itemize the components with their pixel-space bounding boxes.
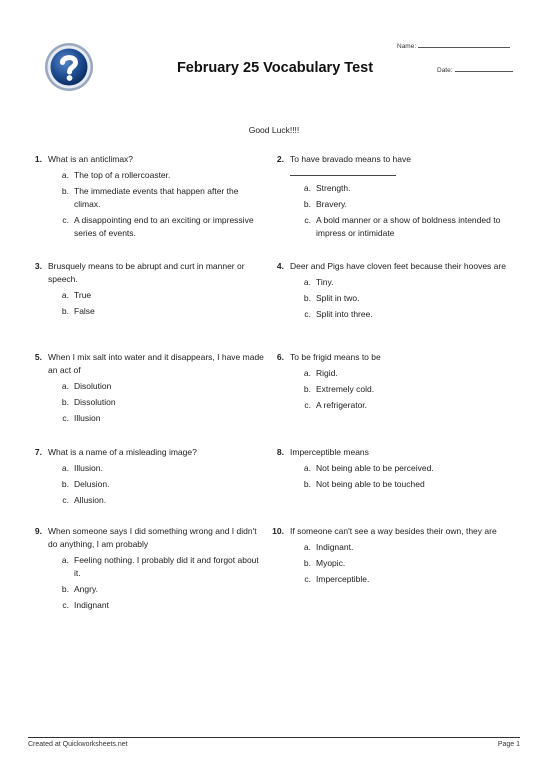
option-letter: c. <box>62 600 69 610</box>
option-letter: b. <box>303 558 311 568</box>
page-title: February 25 Vocabulary Test <box>176 60 374 76</box>
question-5 <box>28 351 268 425</box>
option[interactable] <box>303 198 510 211</box>
question-number: 4. <box>276 261 284 271</box>
option-letter: a. <box>61 463 69 473</box>
option-text: A bold manner or a show of boldness intended to impress or intimidate <box>316 215 501 238</box>
subtitle: Good Luck!!!! <box>248 125 300 135</box>
question-number: 3. <box>34 261 42 271</box>
question-stem: To have bravado means to have <box>290 154 411 164</box>
option-letter: a. <box>303 542 311 552</box>
question-4 <box>270 260 510 321</box>
option-letter: c. <box>62 215 69 225</box>
question-number: 10. <box>272 526 284 536</box>
option-text: Strength. <box>316 183 351 193</box>
option-text: Illusion <box>74 413 101 423</box>
option-text: A refrigerator. <box>316 400 368 410</box>
question-stem: What is a name of a misleading image? <box>48 447 197 457</box>
question-9 <box>28 525 263 612</box>
option[interactable] <box>61 169 258 182</box>
question-number: 1. <box>34 154 42 164</box>
option-text: Dissolution <box>74 397 116 407</box>
option-text: Bravery. <box>316 199 348 209</box>
name-line[interactable] <box>418 41 510 48</box>
date-line[interactable] <box>455 65 513 72</box>
question-10 <box>270 525 510 586</box>
option-text: Feeling nothing. I probably did it and forgot about it. <box>74 555 259 578</box>
option-letter: c. <box>304 400 311 410</box>
question-stem: Imperceptible means <box>290 447 369 457</box>
question-stem: Deer and Pigs have cloven feet because their hooves are <box>290 261 506 271</box>
option-letter: b. <box>303 199 311 209</box>
option-letter: b. <box>303 293 311 303</box>
option-letter: c. <box>62 495 69 505</box>
option-letter: b. <box>61 584 69 594</box>
date-label: Date: <box>437 67 453 74</box>
option[interactable] <box>62 599 263 612</box>
question-stem: What is an anticlimax? <box>48 154 134 164</box>
question-1 <box>28 153 258 240</box>
option[interactable] <box>61 554 263 580</box>
option[interactable] <box>61 583 263 596</box>
option-letter: b. <box>61 479 69 489</box>
question-stem: If someone can't see a way besides their own, they are <box>290 526 497 536</box>
option[interactable] <box>62 214 258 240</box>
option-letter: a. <box>61 170 69 180</box>
question-number: 9. <box>34 526 42 536</box>
option-letter: a. <box>61 290 69 300</box>
option[interactable] <box>303 182 510 195</box>
option-text: Tiny. <box>316 277 334 287</box>
option[interactable] <box>303 367 510 380</box>
question-stem: When I mix salt into water and it disappears, I have made an act of <box>48 352 264 375</box>
question-stem: When someone says I did something wrong and I didn't do anything, I am probably <box>48 526 257 549</box>
answer-blank[interactable] <box>290 166 510 179</box>
footer-credit: Created at Quickworksheets.net <box>28 741 128 748</box>
question-number: 6. <box>276 352 284 362</box>
option[interactable] <box>61 305 258 318</box>
question-7 <box>28 446 268 507</box>
question-number: 8. <box>276 447 284 457</box>
option[interactable] <box>303 557 510 570</box>
option-letter: a. <box>303 277 311 287</box>
option[interactable] <box>61 289 258 302</box>
option-text: A disappointing end to an exciting or impressive series of events. <box>74 215 254 238</box>
option-text: Illusion. <box>74 463 103 473</box>
question-number: 5. <box>34 352 42 362</box>
option[interactable] <box>303 276 510 289</box>
option-text: Myopic. <box>316 558 346 568</box>
option-text: Delusion. <box>74 479 110 489</box>
option[interactable] <box>62 494 268 507</box>
option-text: Not being able to be perceived. <box>316 463 434 473</box>
option[interactable] <box>61 396 268 409</box>
option-letter: c. <box>304 309 311 319</box>
question-2 <box>270 153 510 240</box>
option-letter: a. <box>61 555 69 565</box>
question-6 <box>270 351 510 412</box>
date-field[interactable] <box>437 65 513 74</box>
option-text: The top of a rollercoaster. <box>74 170 171 180</box>
option-text: Indignant <box>74 600 109 610</box>
question-stem: To be frigid means to be <box>290 352 381 362</box>
option-letter: b. <box>61 186 69 196</box>
option[interactable] <box>303 292 510 305</box>
option-text: Split in two. <box>316 293 360 303</box>
question-number: 2. <box>276 154 284 164</box>
question-stem: Brusquely means to be abrupt and curt in manner or speech. <box>48 261 245 284</box>
name-field[interactable] <box>397 41 510 50</box>
option-letter: a. <box>61 381 69 391</box>
option[interactable] <box>303 383 510 396</box>
page-number: Page 1 <box>497 741 520 748</box>
option[interactable] <box>61 478 268 491</box>
option[interactable] <box>62 412 268 425</box>
option-text: Disolution <box>74 381 112 391</box>
option-text: Angry. <box>74 584 98 594</box>
option-text: Not being able to be touched <box>316 479 425 489</box>
option[interactable] <box>304 214 510 240</box>
option-letter: b. <box>61 306 69 316</box>
option-letter: a. <box>303 368 311 378</box>
option-text: Split into three. <box>316 309 373 319</box>
option-letter: c. <box>304 215 311 225</box>
option-letter: b. <box>303 479 311 489</box>
option-text: Extremely cold. <box>316 384 375 394</box>
option[interactable] <box>61 185 258 211</box>
option-text: The immediate events that happen after the climax. <box>74 186 239 209</box>
option-text: True <box>74 290 92 300</box>
option-text: Rigid. <box>316 368 338 378</box>
footer-divider <box>28 737 520 738</box>
name-label: Name: <box>397 43 417 50</box>
option[interactable] <box>303 478 510 491</box>
option[interactable] <box>304 573 510 586</box>
question-8 <box>270 446 510 491</box>
option[interactable] <box>61 462 268 475</box>
option-text: Indignant. <box>316 542 354 552</box>
question-3 <box>28 260 258 318</box>
option[interactable] <box>303 541 510 554</box>
option-letter: a. <box>303 463 311 473</box>
question-mark-icon <box>44 42 94 92</box>
option-letter: a. <box>303 183 311 193</box>
option-text: Imperceptible. <box>316 574 370 584</box>
option-letter: b. <box>61 397 69 407</box>
option-text: Allusion. <box>74 495 107 505</box>
option[interactable] <box>304 308 510 321</box>
option-letter: b. <box>303 384 311 394</box>
option-text: False <box>74 306 95 316</box>
question-number: 7. <box>34 447 42 457</box>
option[interactable] <box>303 462 510 475</box>
option-letter: c. <box>62 413 69 423</box>
option-letter: c. <box>304 574 311 584</box>
option[interactable] <box>61 380 268 393</box>
option[interactable] <box>304 399 510 412</box>
